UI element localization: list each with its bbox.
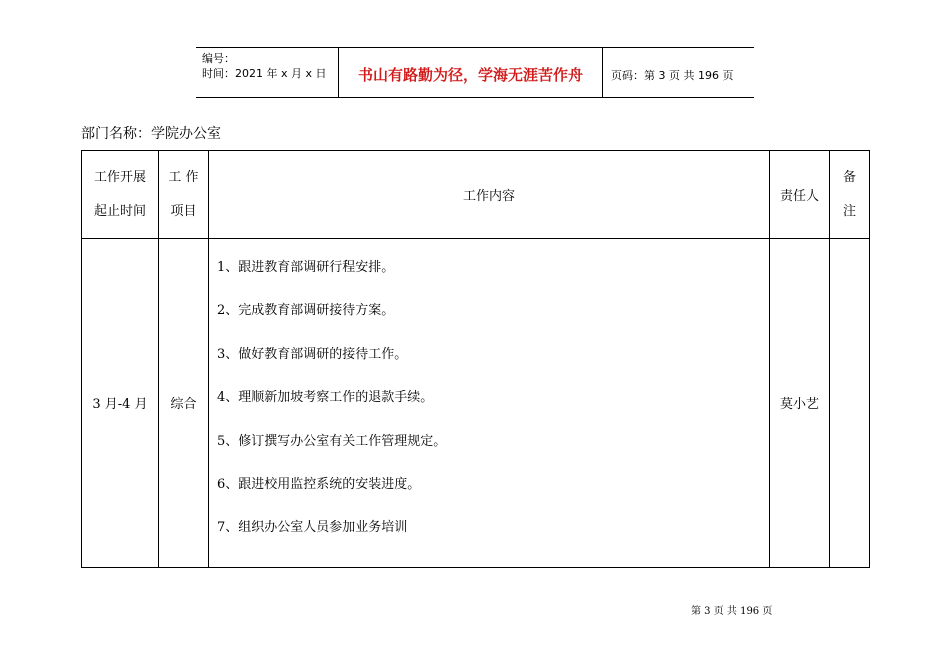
- header-project-line2: 项目: [170, 203, 197, 219]
- cell-time: 3 月-4 月: [82, 239, 159, 568]
- table-row: [82, 239, 870, 568]
- page-footer: 第 3 页 共 196 页: [691, 606, 773, 617]
- list-item: 4、理顺新加坡考察工作的退款手续。: [217, 390, 434, 406]
- header-time: [82, 151, 159, 239]
- table-header-row: [82, 151, 870, 239]
- header-motto-cell: [339, 48, 603, 97]
- list-item: 3、做好教育部调研的接待工作。: [217, 346, 408, 362]
- department-name: 部门名称：学院办公室: [81, 126, 221, 142]
- cell-project: 综合: [159, 239, 209, 568]
- page-info: 页码：第 3 页 共 196 页: [611, 69, 734, 82]
- number-label: 编号：: [202, 52, 235, 65]
- header-page-cell: [603, 48, 754, 97]
- header-content: 工作内容: [209, 151, 770, 239]
- cell-owner: 莫小艺: [770, 239, 830, 568]
- work-plan-table: [81, 150, 870, 568]
- cell-content: [209, 239, 770, 568]
- header-meta-cell: [196, 48, 339, 97]
- time-label: 时间：2021 年 x 月 x 日: [202, 67, 327, 80]
- header-project: [159, 151, 209, 239]
- header-project-line1: 工 作: [168, 169, 199, 185]
- document-header: [196, 47, 754, 98]
- list-item: 2、完成教育部调研接待方案。: [217, 303, 395, 319]
- header-time-line1: 工作开展: [93, 169, 146, 185]
- list-item: 7、组织办公室人员参加业务培训: [217, 520, 408, 536]
- work-items-list: [209, 239, 769, 567]
- list-item: 6、跟进校用监控系统的安装进度。: [217, 476, 421, 492]
- list-item: 1、跟进教育部调研行程安排。: [217, 260, 395, 275]
- header-owner: 责任人: [770, 151, 830, 239]
- motto-text: 书山有路勤为径，学海无涯苦作舟: [357, 66, 583, 84]
- header-note-line2: 注: [842, 203, 856, 219]
- list-item: 5、修订撰写办公室有关工作管理规定。: [217, 433, 447, 449]
- header-note-line1: 备: [842, 169, 856, 185]
- header-time-line2: 起止时间: [93, 203, 146, 219]
- cell-note: [830, 239, 870, 568]
- header-note: [830, 151, 870, 239]
